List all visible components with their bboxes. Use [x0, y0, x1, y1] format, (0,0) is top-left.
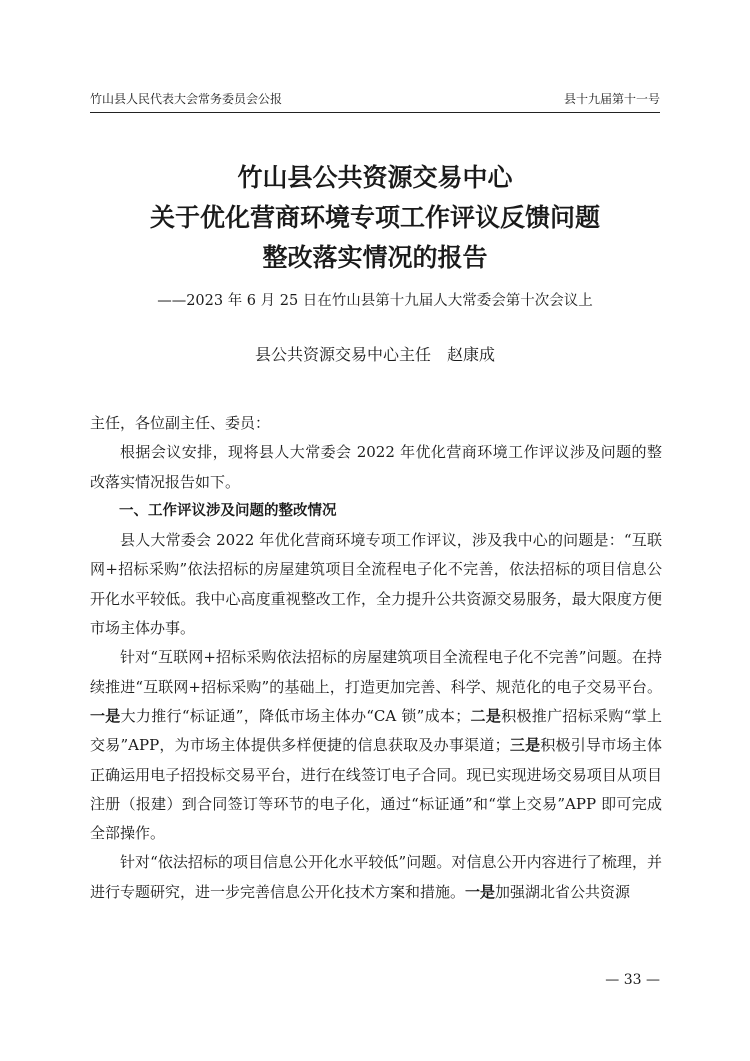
keyword-first: 一是: [465, 882, 496, 901]
meeting-subtitle: ——2023 年 6 月 25 日在竹山县第十九届人大常委会第十次会议上: [157, 293, 593, 309]
keyword-third: 三是: [509, 736, 541, 755]
paragraph-3-text-b: 加强湖北省公共资源: [495, 882, 631, 901]
keyword-second: 二是: [470, 706, 502, 725]
title-line-1: 竹山县公共资源交易中心: [237, 163, 513, 192]
report-body: [90, 409, 662, 907]
page-number: — 33 —: [605, 972, 660, 988]
page-header: [90, 90, 660, 113]
paragraph-2-text-d: 积极引导市场主体正确运用电子招投标交易平台，进行在线签订电子合同。现已实现进场交易项目从项目注册（报建）到合同签订等环节的电子化，通过“标证通”和“掌上交易”APP 即可完成全部操作。: [90, 736, 662, 843]
keyword-first: 一是: [90, 706, 121, 725]
paragraph-1: 县人大常委会 2022 年优化营商环境专项工作评议，涉及我中心的问题是：“互联网+招标采购”依法招标的房屋建筑项目全流程电子化不完善，依法招标的项目信息公开化水平较低。我中心高度重视整改工作，全力提升公共资源交易服务，最大限度方便市场主体办事。: [90, 531, 662, 638]
report-author: 县公共资源交易中心主任 赵康成: [254, 345, 495, 364]
intro-paragraph: 根据会议安排，现将县人大常委会 2022 年优化营商环境工作评议涉及问题的整改落实情况报告如下。: [90, 443, 662, 491]
paragraph-2-text-a: 针对“互联网+招标采购依法招标的房屋建筑项目全流程电子化不完善”问题。在持续推进“互联网+招标采购”的基础上，打造更加完善、科学、规范化的电子交易平台。: [90, 648, 662, 696]
report-title: [90, 158, 660, 278]
section-heading-1: 一、工作评议涉及问题的整改情况: [119, 502, 337, 519]
title-line-3: 整改落实情况的报告: [262, 243, 488, 272]
paragraph-2: [90, 643, 662, 848]
salutation: 主任，各位副主任、委员：: [90, 414, 271, 432]
paragraph-2-text-c: 积极推广招标采购“掌上交易”APP，为市场主体提供多样便捷的信息获取及办事渠道；: [90, 706, 662, 755]
issue-number: 县十九届第十一号: [563, 92, 660, 106]
paragraph-3-text-a: 针对“依法招标的项目信息公开化水平较低”问题。对信息公开内容进行了梳理，并进行专题研究，进一步完善信息公开化技术方案和措施。: [90, 853, 662, 901]
paragraph-2-text-b: 大力推行“标证通”，降低市场主体办“CA 锁”成本；: [120, 706, 471, 725]
paragraph-3: [90, 848, 662, 907]
title-line-2: 关于优化营商环境专项工作评议反馈问题: [149, 203, 600, 232]
gazette-name: 竹山县人民代表大会常务委员会公报: [90, 92, 283, 106]
